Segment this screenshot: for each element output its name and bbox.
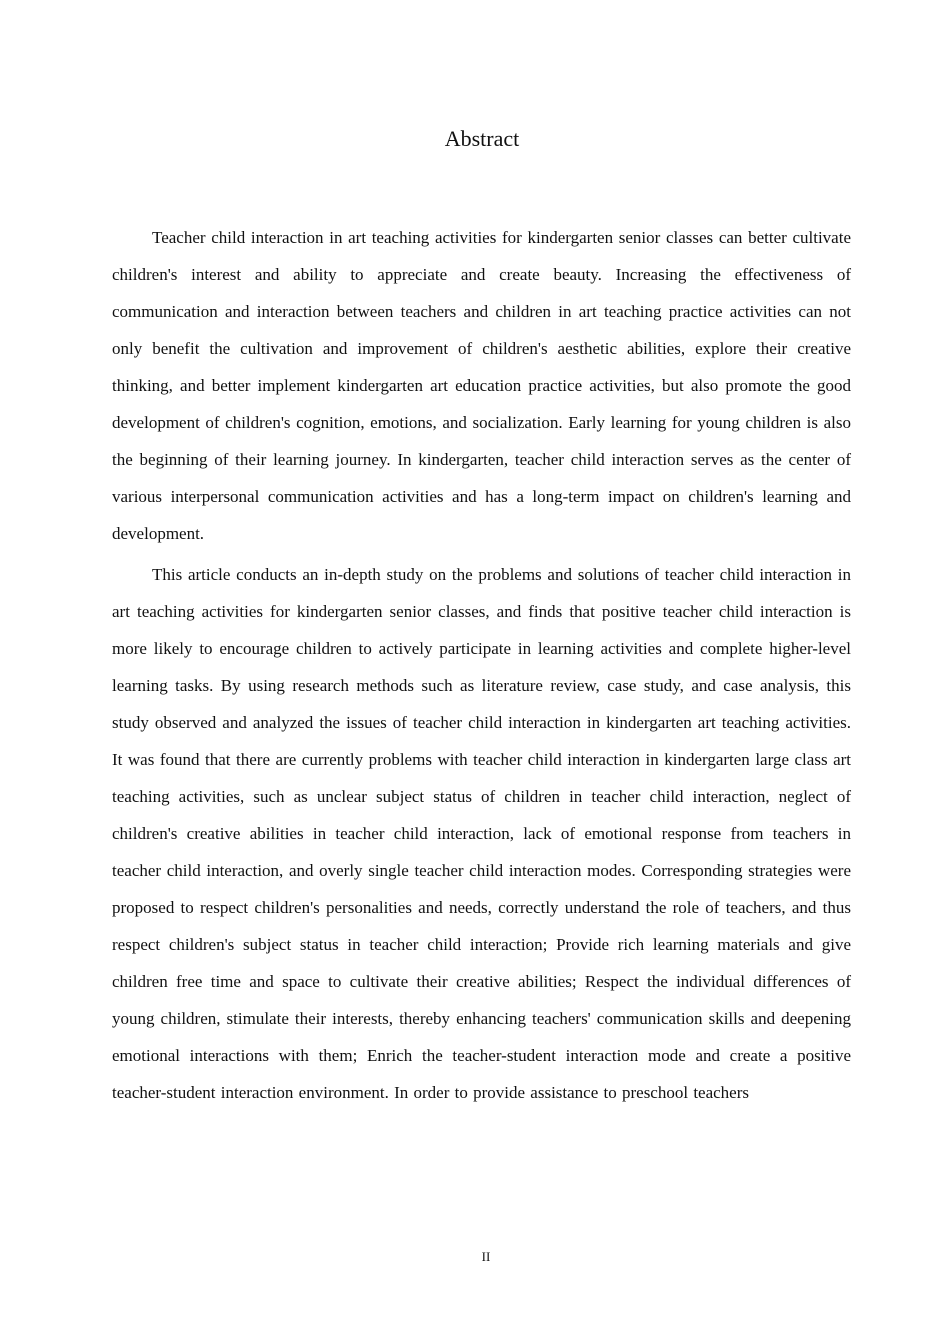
page-number: II: [481, 1249, 491, 1264]
abstract-paragraph-2: This article conducts an in-depth study on the problems and solutions of teacher child interaction in art teaching activities for kindergarten senior classes, and finds that positive teacher child interaction is more likely to encourage children to actively participate in learning activities and complete higher-level learning tasks. By using research methods such as literature review, case study, and case analysis, this study observed and analyzed the issues of teacher child interaction in kindergarten art teaching activities. It was found that there are currently problems with teacher child interaction in kindergarten large class art teaching activities, such as unclear subject status of children in teacher child interaction, neglect of children's creative abilities in teacher child interaction, lack of emotional response from teachers in teacher child interaction, and overly single teacher child interaction modes. Corresponding strategies were proposed to respect children's personalities and needs, correctly understand the role of teachers, and thus respect children's subject status in teacher child interaction; Provide rich learning materials and give children free time and space to cultivate their creative abilities; Respect the individual differences of young children, stimulate their interests, thereby enhancing teachers' communication skills and deepening emotional interactions with them; Enrich the teacher-student interaction mode and create a positive teacher-student interaction environment. In order to provide assistance to preschool teachers: [112, 565, 851, 1102]
abstract-body: [112, 219, 851, 1111]
abstract-paragraph-1: Teacher child interaction in art teaching activities for kindergarten senior classes can better cultivate children's interest and ability to appreciate and create beauty. Increasing the effectiveness of communication and interaction between teachers and children in art teaching practice activities can not only benefit the cultivation and improvement of children's aesthetic abilities, explore their creative thinking, and better implement kindergarten art education practice activities, but also promote the good development of children's cognition, emotions, and socialization. Early learning for young children is also the beginning of their learning journey. In kindergarten, teacher child interaction serves as the center of various interpersonal communication activities and has a long-term impact on children's learning and development.: [112, 228, 851, 543]
page-title: Abstract: [444, 126, 520, 151]
